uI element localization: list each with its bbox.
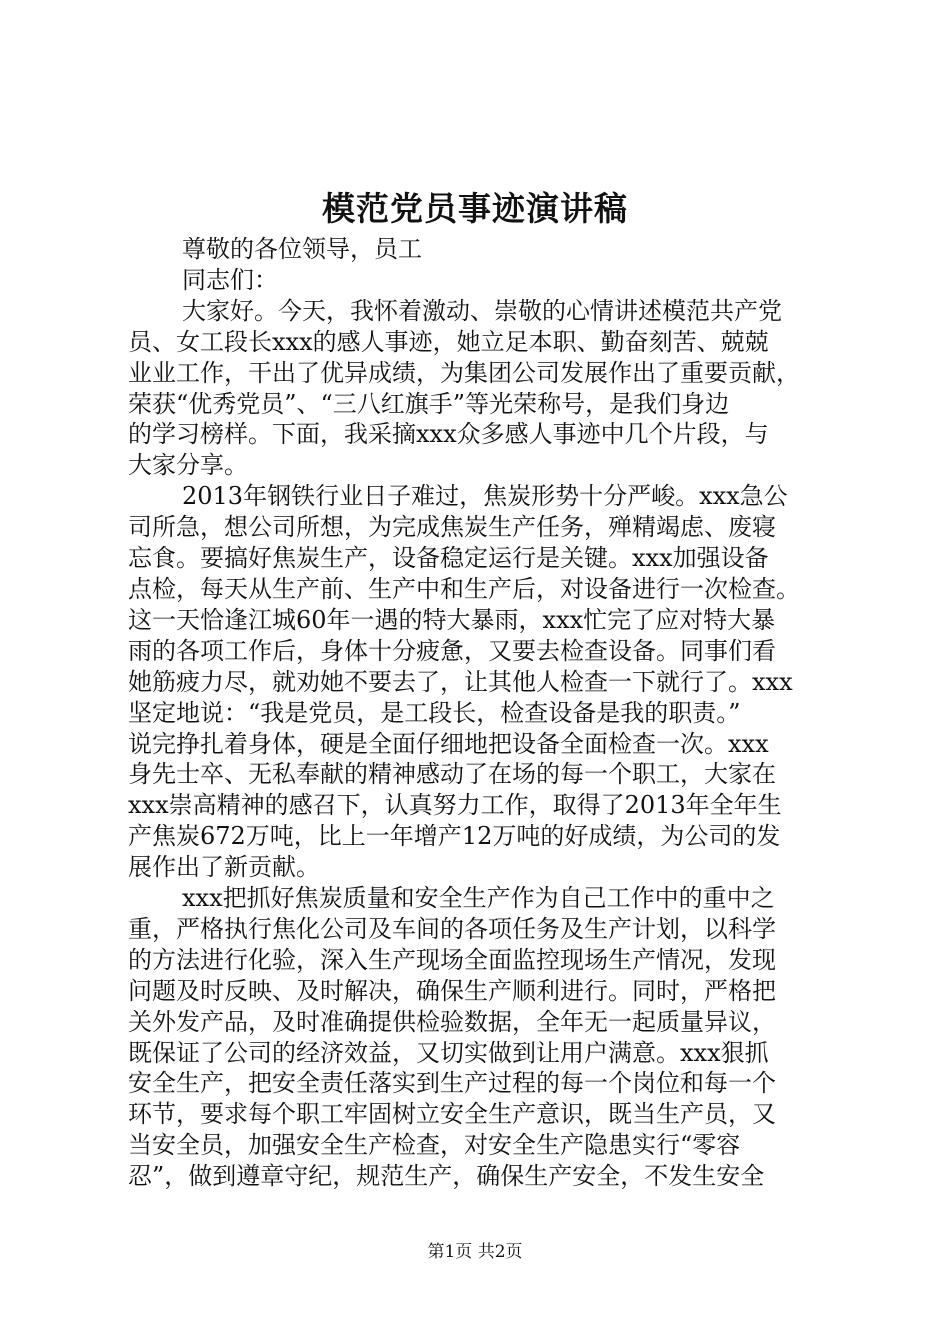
text-line: 这一天恰逢江城60年一遇的特大暴雨，xxx忙完了应对特大暴 [128, 605, 776, 634]
text-line: 雨的各项工作后，身体十分疲惫，又要去检查设备。同事们看 [128, 636, 776, 665]
text-line: 既保证了公司的经济效益，又切实做到让用户满意。xxx狠抓 [128, 1038, 769, 1067]
page-number-footer: 第1页 共2页 [427, 1242, 523, 1262]
text-line: xxx把抓好焦炭质量和安全生产作为自己工作中的重中之 [182, 884, 775, 913]
text-line: 司所急，想公司所想，为完成焦炭生产任务，殚精竭虑、废寝 [128, 513, 776, 542]
text-line: xxx崇高精神的感召下，认真努力工作，取得了2013年全年生 [128, 791, 782, 820]
text-line: 尊敬的各位领导，员工 [182, 235, 422, 263]
text-line: 的方法进行化验，深入生产现场全面监控现场生产情况，发现 [128, 945, 776, 974]
text-line: 同志们： [182, 265, 278, 294]
text-line: 2013年钢铁行业日子难过，焦炭形势十分严峻。xxx急公 [182, 482, 788, 511]
text-line: 员、女工段长xxx的感人事迹，她立足本职、勤奋刻苦、兢兢 [128, 327, 769, 356]
text-line: 的学习榜样。下面，我采摘xxx众多感人事迹中几个片段，与 [128, 420, 769, 449]
text-line: 大家分享。 [128, 451, 248, 480]
text-line: 忘食。要搞好焦炭生产，设备稳定运行是关键。xxx加强设备 [128, 544, 769, 573]
text-line: 环节，要求每个职工牢固树立安全生产意识，既当生产员，又 [128, 1100, 776, 1129]
text-line: 忍”，做到遵章守纪，规范生产，确保生产安全，不发生安全 [128, 1162, 765, 1191]
text-line: 点检，每天从生产前、生产中和生产后，对设备进行一次检查。 [128, 574, 800, 603]
text-line: 安全生产，把安全责任落实到生产过程的每一个岗位和每一个 [128, 1069, 776, 1098]
text-line: 身先士卒、无私奉献的精神感动了在场的每一个职工，大家在 [128, 760, 776, 789]
text-line: 大家好。今天，我怀着激动、崇敬的心情讲述模范共产党 [182, 296, 782, 325]
text-line: 重，严格执行焦化公司及车间的各项任务及生产计划，以科学 [128, 914, 776, 943]
text-line: 说完挣扎着身体，硬是全面仔细地把设备全面检查一次。xxx [128, 729, 769, 758]
text-line: 产焦炭672万吨，比上一年增产12万吨的好成绩，为公司的发 [128, 822, 781, 851]
text-line: 业业工作，干出了优异成绩，为集团公司发展作出了重要贡献， [128, 358, 800, 387]
document-body [128, 234, 832, 1192]
text-line: 荣获“优秀党员”、“三八红旗手”等光荣称号，是我们身边 [128, 389, 730, 418]
text-line: 展作出了新贡献。 [128, 853, 320, 882]
text-line: 她筋疲力尽，就劝她不要去了，让其他人检查一下就行了。xxx [128, 667, 793, 696]
text-line: 关外发产品，及时准确提供检验数据，全年无一起质量异议， [128, 1007, 776, 1036]
text-line: 问题及时反映、及时解决，确保生产顺利进行。同时，严格把 [128, 976, 776, 1005]
text-line: 坚定地说：“我是党员，是工段长，检查设备是我的职责。” [128, 698, 741, 727]
document-title: 模范党员事迹演讲稿 [322, 189, 628, 228]
text-line: 当安全员，加强安全生产检查，对安全生产隐患实行“零容 [128, 1131, 741, 1160]
